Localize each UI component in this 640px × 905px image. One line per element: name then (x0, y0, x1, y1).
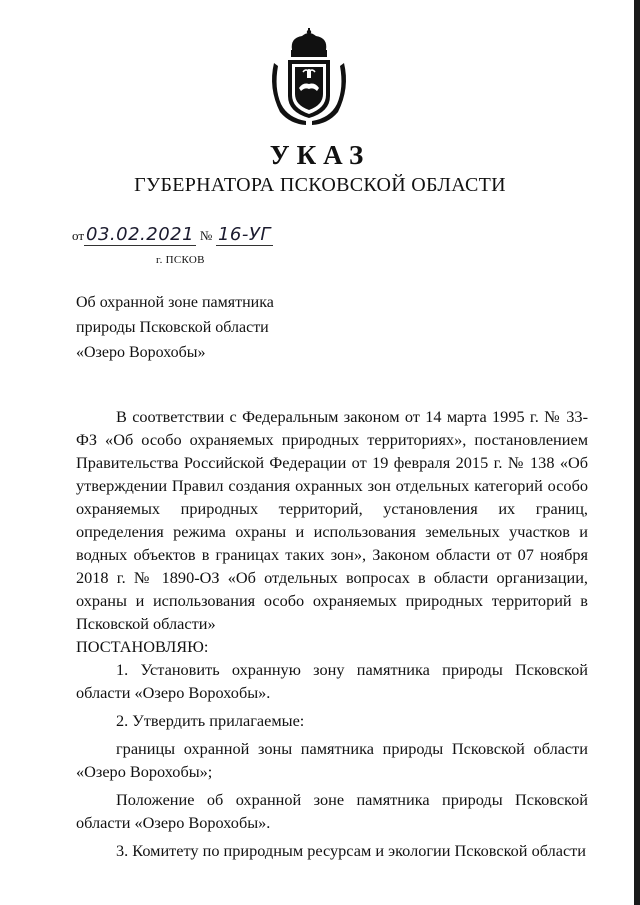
subject-line: Об охранной зоне памятника (76, 294, 274, 311)
item-2b: Положение об охранной зоне памятника природы Псковской области «Озеро Ворохобы». (76, 790, 588, 832)
scan-edge (634, 0, 640, 905)
preamble-paragraph: В соответствии с Федеральным законом от 14 марта 1995 г. № 33-ФЗ «Об особо охраняемых природных территориях», постановлением Правительства Российской Федерации от 19 февраля 2015 г. № 138 «Об утверждении Правил создания охранных зон отдельных категорий особо охраняемых природных территорий, установления их границ, определения режима охраны и использования земельных участков и водных объектов в границах таких зон», Законом области от 07 ноября 2018 г. № 1890-ОЗ «Об отдельных вопросах в области организации, охраны и использования особо охраняемых природных территорий в Псковской области» (76, 407, 588, 633)
date-prefix: от (72, 228, 85, 243)
item-2: 2. Утвердить прилагаемые: (116, 711, 305, 730)
handwritten-number: 16-УГ (217, 224, 271, 245)
city-label: г. ПСКОВ (156, 254, 205, 266)
item-2a: границы охранной зоны памятника природы Псковской области «Озеро Ворохобы»; (76, 739, 588, 781)
pskov-coat-of-arms-icon (268, 28, 350, 128)
decree-word: ПОСТАНОВЛЯЮ: (76, 637, 209, 656)
item-3: 3. Комитету по природным ресурсам и экологии Псковской области (116, 841, 587, 860)
subject-line: «Озеро Ворохобы» (76, 344, 206, 361)
subject-line: природы Псковской области (76, 319, 269, 336)
decree-body (76, 405, 588, 862)
decree-title: УКАЗ (269, 140, 371, 170)
issuer-subtitle: ГУБЕРНАТОРА ПСКОВСКОЙ ОБЛАСТИ (134, 174, 506, 196)
handwritten-date: 03.02.2021 (86, 224, 195, 245)
item-1: 1. Установить охранную зону памятника природы Псковской области «Озеро Ворохобы». (76, 660, 588, 702)
number-prefix: № (199, 228, 213, 243)
decree-subject (76, 290, 376, 365)
date-number-line (72, 224, 273, 252)
